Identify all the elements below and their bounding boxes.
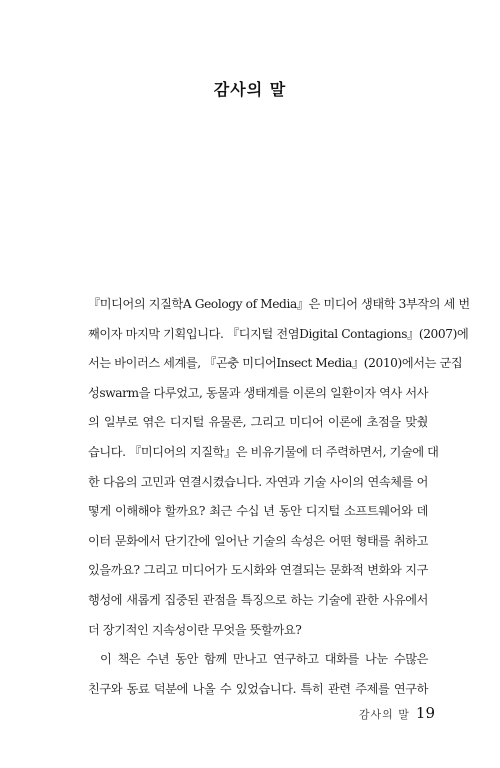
paragraph-1 [88,290,470,645]
text-line: 서는 바이러스 세계를, 『곤충 미디어Insect Media』(2010)에서는 군집 [88,356,463,371]
text-line: 성swarm을 다루었고, 동물과 생태계를 이론의 일환이자 역사 서사 [88,385,429,400]
text-line: 친구와 동료 덕분에 나올 수 있었습니다. 특히 관련 주제를 연구하 [88,681,428,696]
text-line: 있을까요? 그리고 미디어가 도시화와 연결되는 문화적 변화와 지구 [88,563,428,578]
text-line: 행성에 새롭게 집중된 관점을 특징으로 하는 기술에 관한 사유에서 [88,592,428,607]
page-title: 감사의 말 [213,79,287,99]
page-number: 19 [415,704,435,722]
running-head: 감사의 말 [358,708,410,721]
body-text [88,290,470,704]
text-line: 한 다음의 고민과 연결시켰습니다. 자연과 기술 사이의 연속체를 어 [88,474,428,489]
page-footer [359,704,435,722]
text-line: 떻게 이해해야 할까요? 최근 수십 년 동안 디지털 소프트웨어와 데 [88,504,428,519]
paragraph-2 [88,645,428,704]
text-line: 이터 문화에서 단기간에 일어난 기술의 속성은 어떤 형태를 취하고 [88,533,428,548]
text-line: 의 일부로 엮은 디지털 유물론, 그리고 미디어 이론에 초점을 맞췄 [88,415,428,430]
text-line: 『미디어의 지질학A Geology of Media』은 미디어 생태학 3부작의 세 번 [88,297,470,311]
text-line: 습니다. 『미디어의 지질학』은 비유기물에 더 주력하면서, 기술에 대 [88,444,439,459]
text-line: 째이자 마지막 기획입니다. 『디지털 전염Digital Contagions』(2007)에 [88,326,469,341]
text-line: 이 책은 수년 동안 함께 만나고 연구하고 대화를 나눈 수많은 [100,652,428,667]
text-line: 더 장기적인 지속성이란 무엇을 뜻할까요? [88,622,302,637]
